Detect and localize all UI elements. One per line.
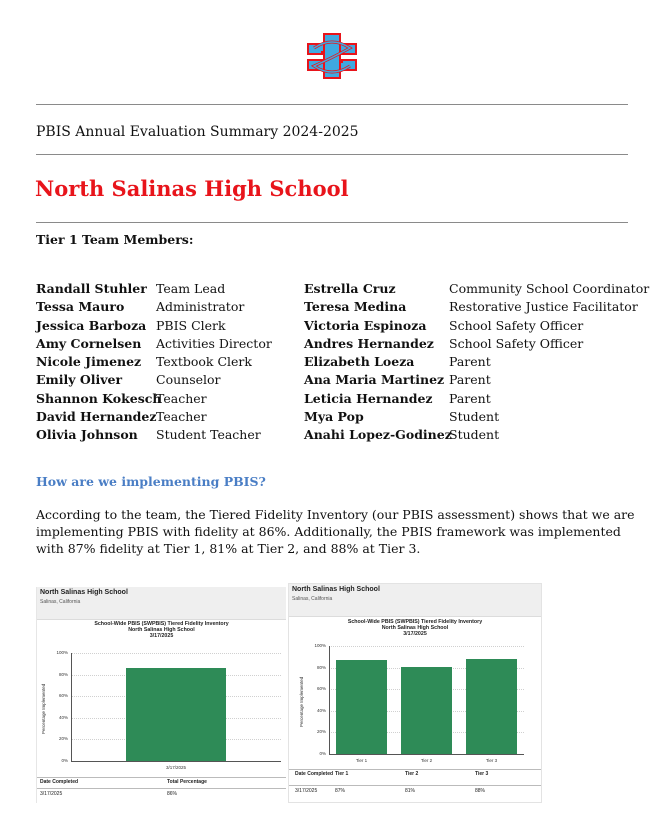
member-role: PBIS Clerk	[156, 317, 226, 333]
x-tick-label: 3/17/2025	[165, 765, 186, 770]
member-role: Administrator	[156, 299, 245, 315]
implementation-paragraph: According to the team, the Tiered Fidelity Inventory (our PBIS assessment) shows that we are implementing PBIS with fidelity at 86%. Additionally, the PBIS framework was implemented with 87% fidelity at Tier 1, 81% at Tier 2, and 88% at Tier 3.	[36, 507, 635, 556]
member-role: Parent	[449, 354, 491, 370]
member-role: Counselor	[156, 372, 221, 388]
bar-chart-total	[37, 587, 286, 777]
member-row	[36, 426, 636, 444]
y-axis	[329, 646, 330, 754]
table-cell: 88%	[475, 788, 486, 794]
table-header: Total Percentage	[167, 779, 207, 785]
divider	[36, 222, 628, 223]
member-row	[36, 408, 636, 426]
school-name: North Salinas High School	[35, 176, 349, 201]
x-axis	[329, 754, 524, 755]
member-name: Andres Hernandez	[304, 335, 434, 351]
member-row	[36, 298, 636, 316]
table-header: Tier 2	[405, 771, 419, 777]
member-role: Parent	[449, 390, 491, 406]
chart-title-line: 3/17/2025	[149, 633, 174, 639]
table-cell: 81%	[405, 788, 416, 794]
member-role: Community School Coordinator	[449, 281, 650, 296]
member-name: Randall Stuhler	[36, 281, 147, 296]
member-name: Shannon Kokesch	[36, 390, 162, 406]
y-tick-label: 80%	[58, 671, 68, 677]
team-members-list	[36, 280, 650, 445]
report-location: Salinas, California	[292, 596, 333, 602]
member-name: Victoria Espinoza	[304, 317, 427, 333]
chart-title-line: North Salinas High School	[128, 627, 195, 633]
chart-title-line: School-Wide PBIS (SWPBIS) Tiered Fidelity Inventory	[94, 621, 229, 627]
member-role: Teacher	[156, 409, 207, 425]
member-role: Team Lead	[156, 281, 226, 296]
table-cell: 86%	[167, 791, 178, 797]
team-heading: Tier 1 Team Members:	[36, 232, 194, 247]
report-panel-total	[36, 587, 286, 803]
y-tick-label: 40%	[316, 707, 326, 713]
y-tick-label: 60%	[58, 693, 68, 699]
member-row	[36, 371, 636, 389]
member-name: Jessica Barboza	[36, 317, 147, 333]
x-tick-label: Tier 3	[485, 758, 498, 763]
table-header: Date Completed	[40, 779, 79, 785]
member-name: Anahi Lopez-Godinez	[304, 427, 452, 443]
x-tick-label: Tier 2	[420, 758, 433, 763]
member-name: Olivia Johnson	[36, 427, 138, 443]
y-tick-label: 20%	[58, 736, 68, 742]
member-name: Mya Pop	[304, 409, 364, 425]
table-header: Tier 3	[475, 771, 489, 777]
gridline	[329, 646, 524, 647]
chart-title-line: School-Wide PBIS (SWPBIS) Tiered Fidelity Inventory	[347, 619, 483, 625]
member-name: Tessa Mauro	[36, 299, 125, 315]
document-title: PBIS Annual Evaluation Summary 2024-2025	[36, 124, 359, 140]
chart-title-line: North Salinas High School	[381, 625, 449, 631]
table-cell: 3/17/2025	[295, 788, 318, 794]
y-tick-label: 20%	[316, 729, 326, 735]
table-header: Date Completed	[295, 771, 334, 777]
table-cell: 3/17/2025	[40, 791, 63, 797]
bar	[126, 668, 227, 761]
x-tick-label: Tier 1	[355, 758, 368, 763]
report-school: North Salinas High School	[292, 586, 380, 593]
divider	[36, 154, 628, 155]
y-axis	[71, 653, 72, 761]
report-location: Salinas, California	[40, 599, 81, 605]
member-name: Teresa Medina	[304, 299, 407, 315]
member-row	[36, 335, 636, 353]
member-name: Elizabeth Loeza	[304, 354, 415, 370]
y-axis-label: Percentage Implemented	[299, 676, 304, 727]
member-role: Teacher	[156, 390, 207, 406]
y-tick-label: 60%	[316, 686, 326, 692]
member-name: Leticia Hernandez	[304, 390, 433, 406]
member-role: Activities Director	[156, 335, 272, 351]
member-name: Nicole Jimenez	[36, 354, 142, 370]
member-role: Parent	[449, 372, 491, 388]
member-role: Restorative Justice Facilitator	[449, 299, 638, 315]
member-role: Student	[449, 409, 500, 425]
bar-chart-tiers	[289, 584, 541, 772]
member-role: Student	[449, 427, 500, 443]
y-tick-label: 100%	[56, 650, 68, 655]
report-panel-tiers	[288, 583, 542, 803]
member-role: School Safety Officer	[449, 335, 584, 351]
member-name: Amy Cornelsen	[36, 335, 142, 351]
member-name: Ana Maria Martinez	[304, 372, 445, 388]
member-role: Student Teacher	[156, 427, 261, 443]
bar	[466, 659, 517, 754]
report-school: North Salinas High School	[40, 589, 128, 596]
member-role: School Safety Officer	[449, 317, 584, 333]
member-row	[36, 353, 636, 371]
member-name: Estrella Cruz	[304, 281, 396, 296]
member-name: Emily Oliver	[36, 372, 123, 388]
bar	[336, 660, 387, 754]
gridline	[71, 653, 281, 654]
y-axis-label: Percentage Implemented	[41, 683, 46, 734]
table-cell: 87%	[335, 788, 346, 794]
table-header: Tier 1	[335, 771, 349, 777]
school-logo	[300, 30, 364, 82]
member-row	[36, 280, 650, 298]
implementation-heading: How are we implementing PBIS?	[36, 474, 266, 489]
bar	[401, 667, 452, 754]
y-tick-label: 100%	[314, 643, 326, 648]
x-axis	[71, 761, 281, 762]
member-row	[36, 317, 636, 335]
divider	[36, 104, 628, 105]
member-row	[36, 390, 636, 408]
y-tick-label: 40%	[58, 714, 68, 720]
member-name: David Hernandez	[36, 409, 157, 425]
chart-title-line: 3/17/2025	[403, 631, 427, 637]
y-tick-label: 0%	[319, 751, 326, 756]
y-tick-label: 80%	[316, 664, 326, 670]
y-tick-label: 0%	[61, 758, 68, 763]
member-role: Textbook Clerk	[156, 354, 252, 370]
